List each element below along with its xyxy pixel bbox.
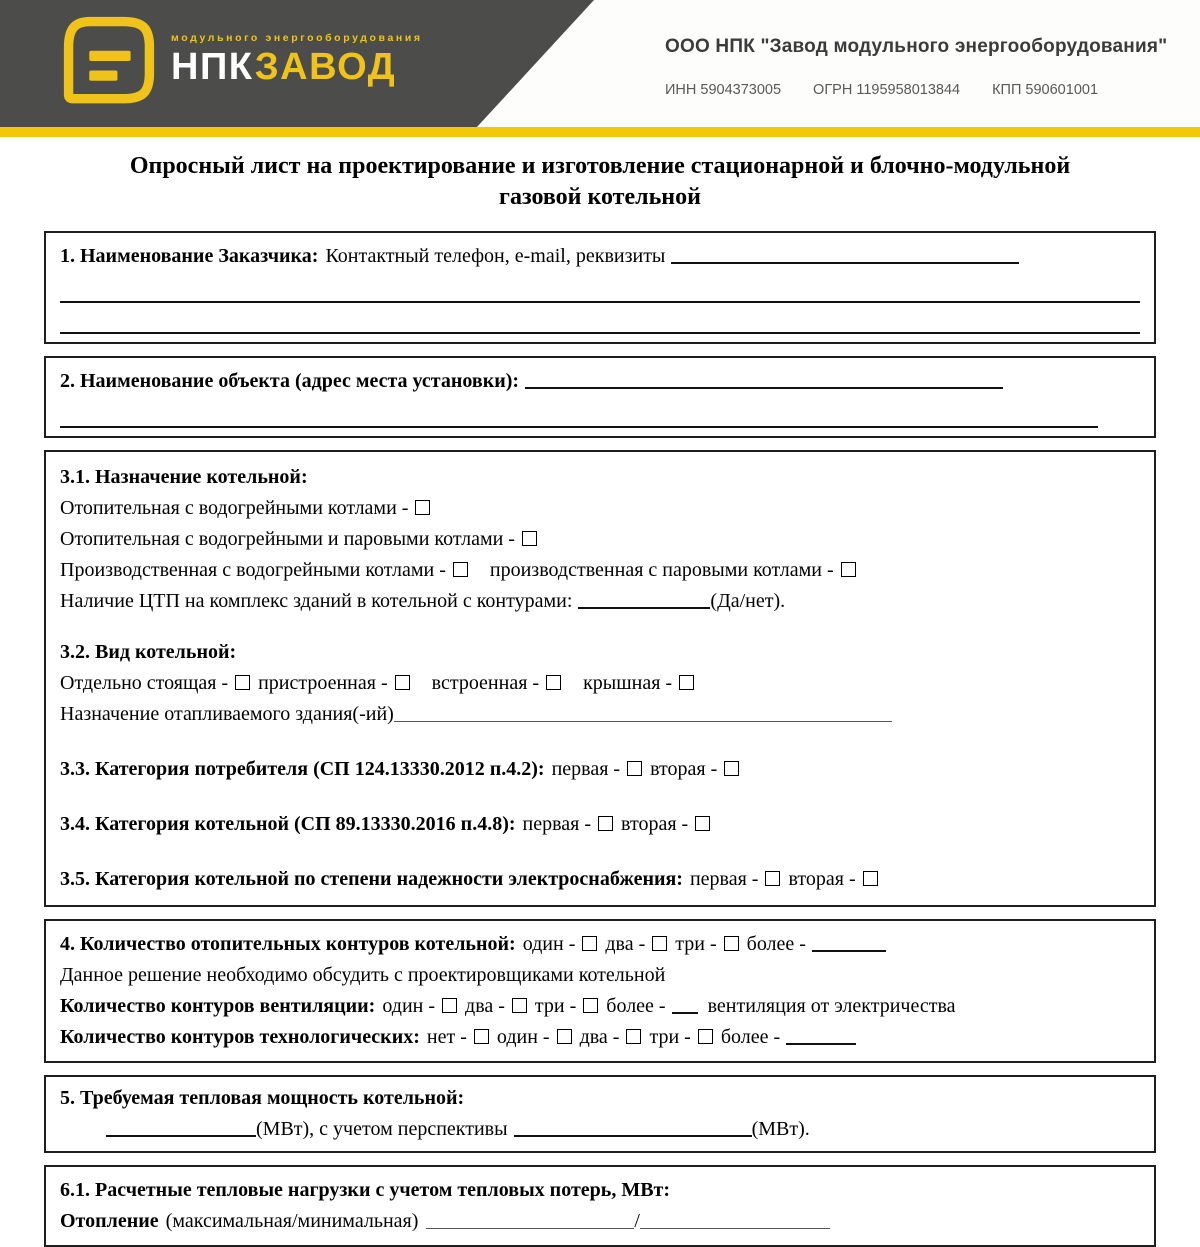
tech-none-label: нет - [426, 1026, 467, 1048]
object-label: 2. Наименование объекта (адрес места установки): [60, 370, 520, 392]
tech-circuits-heading: Количество контуров технологических: [60, 1026, 420, 1048]
customer-blank-2[interactable] [60, 279, 1140, 303]
company-logo [62, 15, 423, 109]
ctp-blank[interactable] [578, 591, 710, 609]
vent-more-blank[interactable] [672, 996, 698, 1014]
opt-builtin-label: встроенная - [431, 672, 540, 694]
heating-circuits-line [60, 929, 1140, 960]
checkbox-tech-two[interactable] [626, 1029, 641, 1044]
checkbox-tech-three[interactable] [698, 1029, 713, 1044]
section-3-boiler [44, 450, 1156, 907]
power-first-label: первая - [689, 868, 759, 890]
vent-circuits-heading: Количество контуров вентиляции: [60, 995, 376, 1017]
ctp-suffix: (Да/нет). [710, 590, 786, 612]
opt-attached-label: пристроенная - [258, 672, 388, 694]
tech-three-label: три - [649, 1026, 691, 1048]
checkbox-industrial-steam[interactable] [841, 562, 856, 577]
circuits-more-blank[interactable] [812, 934, 886, 952]
power-blank-2[interactable] [514, 1119, 752, 1137]
opt-industrial-water-label: Производственная с водогрейными котлами - [60, 559, 446, 581]
ctp-label: Наличие ЦТП на комплекс зданий в котельной с контурами: [60, 590, 573, 612]
checkbox-circuits-three[interactable] [724, 936, 739, 951]
checkbox-heating-water[interactable] [415, 500, 430, 515]
page-title: Опросный лист на проектирование и изготовление стационарной и блочно-модульной газовой котельной [129, 153, 1071, 210]
checkbox-power-second[interactable] [863, 871, 878, 886]
type-heading: 3.2. Вид котельной: [60, 641, 237, 663]
customer-label: 1. Наименование Заказчика: [60, 245, 319, 267]
building-purpose-blank[interactable] [394, 704, 892, 722]
heating-load-slash: / [634, 1210, 640, 1232]
object-blank-2[interactable] [60, 404, 1098, 428]
tech-more-label: более - [720, 1026, 781, 1048]
vent-three-label: три - [534, 995, 577, 1017]
checkbox-builtin[interactable] [546, 675, 561, 690]
checkbox-boiler-second[interactable] [695, 816, 710, 831]
tech-two-label: два - [579, 1026, 620, 1048]
tech-circuits-line [60, 1022, 1140, 1053]
logo-text [171, 15, 423, 90]
opt-heating-water-label: Отопительная с водогрейными котлами - [60, 497, 409, 519]
power-values-line [60, 1114, 1140, 1145]
object-line [60, 366, 1140, 397]
loads-heading: 6.1. Расчетные тепловые нагрузки с учетом тепловых потерь, МВт: [60, 1179, 671, 1201]
building-purpose-line [60, 699, 1140, 730]
circuits-note: Данное решение необходимо обсудить с проектировщиками котельной [60, 964, 666, 986]
vent-more-label: более - [606, 995, 666, 1017]
vent-circuits-line [60, 991, 1140, 1022]
checkbox-tech-one[interactable] [557, 1029, 572, 1044]
checkbox-tech-none[interactable] [474, 1029, 489, 1044]
checkbox-vent-one[interactable] [442, 998, 457, 1013]
customer-hint: Контактный телефон, e-mail, реквизиты [325, 245, 666, 267]
opt-standalone-label: Отдельно стоящая - [60, 672, 229, 694]
checkbox-vent-two[interactable] [512, 998, 527, 1013]
consumer-second-label: вторая - [650, 758, 718, 780]
checkbox-circuits-one[interactable] [582, 936, 597, 951]
boiler-category-line [60, 809, 1140, 840]
heating-load-line [60, 1206, 1140, 1237]
circuits-one-label: один - [522, 933, 576, 955]
power-blank-1[interactable] [106, 1119, 256, 1137]
tech-more-blank[interactable] [786, 1027, 856, 1045]
checkbox-industrial-water[interactable] [453, 562, 468, 577]
heating-load-label: Отопление [60, 1210, 159, 1232]
brand-npk: НПК [171, 46, 255, 88]
header [0, 0, 1200, 137]
checkbox-power-first[interactable] [765, 871, 780, 886]
checkbox-standalone[interactable] [235, 675, 250, 690]
ctp-line [60, 586, 1140, 617]
company-kpp: КПП 590601001 [992, 82, 1099, 98]
power-mw-end: (МВт). [751, 1118, 810, 1140]
checkbox-consumer-second[interactable] [724, 761, 739, 776]
object-blank-1[interactable] [525, 371, 1003, 389]
tech-one-label: один - [496, 1026, 550, 1048]
boiler-first-label: первая - [522, 813, 592, 835]
option-line [60, 493, 1140, 524]
heating-load-hint: (максимальная/минимальная) [165, 1210, 419, 1232]
building-purpose-label: Назначение отапливаемого здания(-ий) [60, 703, 394, 725]
power-second-label: вторая - [788, 868, 856, 890]
heating-load-blank-max[interactable] [426, 1211, 634, 1229]
section-2-object [44, 356, 1156, 438]
company-ogrn: ОГРН 1195958013844 [813, 82, 961, 98]
customer-line [60, 241, 1140, 272]
section-5-power [44, 1075, 1156, 1153]
consumer-category-heading: 3.3. Категория потребителя (СП 124.13330.2012 п.4.2): [60, 758, 545, 780]
checkbox-circuits-two[interactable] [652, 936, 667, 951]
company-inn: ИНН 5904373005 [665, 82, 782, 98]
logo-tagline: модульного энергооборудования [171, 32, 423, 44]
checkbox-heating-water-steam[interactable] [522, 531, 537, 546]
circuits-two-label: два - [605, 933, 646, 955]
checkbox-roof[interactable] [679, 675, 694, 690]
checkbox-attached[interactable] [395, 675, 410, 690]
checkbox-boiler-first[interactable] [598, 816, 613, 831]
opt-industrial-steam-label: производственная с паровыми котлами - [489, 559, 834, 581]
brand-name [171, 44, 423, 90]
brand-zavod: ЗАВОД [254, 46, 397, 88]
logo-mark-icon [62, 15, 156, 109]
checkbox-consumer-first[interactable] [627, 761, 642, 776]
section-4-circuits [44, 919, 1156, 1063]
company-name: ООО НПК "Завод модульного энергооборудования" [665, 36, 1168, 57]
heating-circuits-heading: 4. Количество отопительных контуров котельной: [60, 933, 516, 955]
company-ids [665, 82, 1167, 98]
circuits-three-label: три - [675, 933, 717, 955]
checkbox-vent-three[interactable] [583, 998, 598, 1013]
company-details [665, 36, 1167, 98]
power-mw-mid: (МВт), с учетом перспективы [256, 1118, 508, 1140]
customer-blank-1[interactable] [671, 246, 1019, 264]
consumer-first-label: первая - [551, 758, 621, 780]
option-line [60, 524, 1140, 555]
opt-heating-water-steam-label: Отопительная с водогрейными и паровыми котлами - [60, 528, 515, 550]
option-line [60, 668, 1140, 699]
vent-two-label: два - [465, 995, 505, 1017]
power-heading: 5. Требуемая тепловая мощность котельной: [60, 1087, 465, 1109]
boiler-category-heading: 3.4. Категория котельной (СП 89.13330.2016 п.4.8): [60, 813, 516, 835]
option-line [60, 555, 1140, 586]
section-6-loads [44, 1165, 1156, 1247]
vent-one-label: один - [382, 995, 436, 1017]
vent-suffix: вентиляция от электричества [707, 995, 956, 1017]
circuits-more-label: более - [746, 933, 806, 955]
customer-blank-3[interactable] [60, 310, 1140, 334]
opt-roof-label: крышная - [583, 672, 673, 694]
boiler-second-label: вторая - [621, 813, 689, 835]
consumer-category-line [60, 754, 1140, 785]
power-category-heading: 3.5. Категория котельной по степени надежности электроснабжения: [60, 868, 683, 890]
section-1-customer [44, 231, 1156, 344]
purpose-heading: 3.1. Назначение котельной: [60, 466, 308, 488]
heating-load-blank-min[interactable] [640, 1211, 830, 1229]
yellow-stripe [0, 127, 1200, 137]
power-category-line [60, 864, 1140, 895]
